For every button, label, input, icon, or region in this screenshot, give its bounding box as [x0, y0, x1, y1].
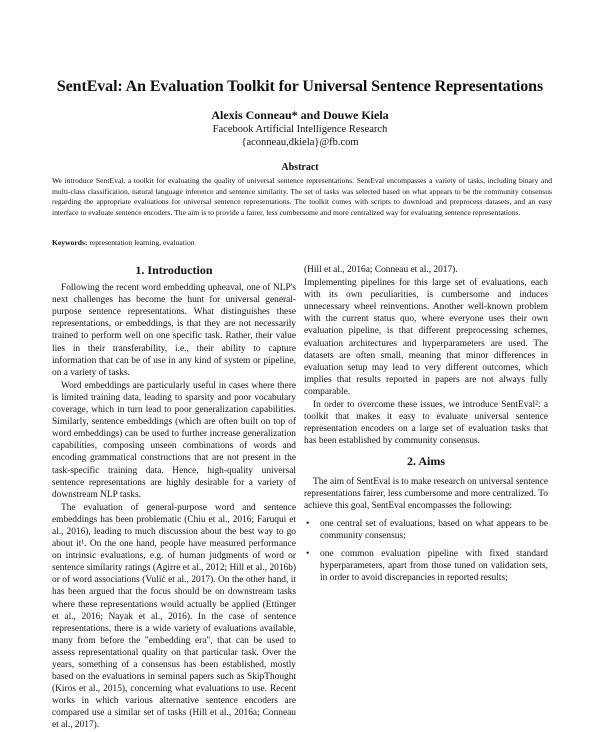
intro-paragraph-2: Word embeddings are particularly useful in cases where there is limited training data, leading to sparsity and poor vocabulary coverage, which in turn lead to poor generalization capabilities. Similarly, sentence embeddings (which are often built on top of word embeddings) can be used to further increase generalization capabilities, composing unseen combinations of words and encoding grammatical constructions that are not present in the task-specific training data. Hence, high-quality universal sentence representations are highly desirable for a variety of downstream NLP tasks. — [52, 380, 296, 500]
aims-bullet-list — [304, 518, 548, 584]
intro-paragraph-3: The evaluation of general-purpose word and sentence embeddings has been problematic (Chiu et al., 2016; Faruqui et al., 2016), leading to much discussion about the best way to go about it¹. On the one hand, people have measured performance on intrinsic evaluations, e.g. of human judgments of word or sentence similarity ratings (Agirre et al., 2012; Hill et al., 2016b) or of word associations (Vulić et al., 2017). On the other hand, it has been argued that the focus should be on downstream tasks where these representations would actually be applied (Ettinger et al., 2016; Nayak et al., 2016). In the case of sentence representations, there is a wide variety of evaluations available, many from before the "embedding era", that can be used to assess representational quality on that particular task. Over the years, something of a consensus has been established, mostly based on the evaluations in seminal papers such as SkipThought (Kiros et al., 2015), concerning what evaluations to use. Recent works in which various alternative sentence encoders are compared use a similar set of tasks (Hill et al., 2016a; Conneau et al., 2017). — [52, 502, 296, 731]
keywords-value: representation learning, evaluation — [89, 238, 195, 247]
intro-paragraph-1: Following the recent word embedding upheaval, one of NLP's next challenges has become the hunt for universal general-purpose sentence representations. What distinguishes these representations, or embeddings, is that they are not necessarily trained to perform well on one specific task. Rather, their value lies in their transferability, i.e., their ability to capture information that can be of use in any kind of system or pipeline, on a variety of tasks. — [52, 283, 296, 378]
paper-email: {aconneau,dkiela}@fb.com — [241, 137, 359, 148]
aims-paragraph-1: The aim of SentEval is to make research on universal sentence representations fairer, less cumbersome and more centralized. To achieve this goal, SentEval encompasses the following: — [304, 476, 548, 511]
keywords-label: Keywords: — [52, 238, 88, 247]
intro-paragraph-4: Implementing pipelines for this large set of evaluations, each with its own peculiarities, is cumbersome and induces unnecessary wheel reinventions. Another well-known problem with the current status quo, where everyone uses their own evaluation pipeline, is that different preprocessing schemes, evaluation architectures and hyperparameters are used. The datasets are often small, meaning that minor differences in evaluation setup may lead to very different outcomes, which implies that results reported in papers are not always fully comparable. — [304, 278, 548, 397]
left-column — [52, 263, 296, 732]
aims-bullet-item — [304, 548, 548, 584]
bullet-icon: • — [306, 548, 310, 559]
bullet-icon: • — [306, 518, 310, 529]
intro-paragraph-3-continued: (Hill et al., 2016a; Conneau et al., 2017). — [304, 265, 458, 275]
aims-bullet-text: one central set of evaluations, based on what appears to be community consensus; — [320, 518, 548, 541]
paper-title: SentEval: An Evaluation Toolkit for Universal Sentence Representations — [56, 78, 544, 95]
keywords-line — [52, 238, 552, 247]
section-heading-aims: 2. Aims — [406, 454, 445, 469]
paper-authors: Alexis Conneau* and Douwe Kiela — [211, 108, 389, 122]
intro-paragraph-5: In order to overcome these issues, we introduce SentEval²: a toolkit that makes it easy to evaluate universal sentence representation encoders on a large set of evaluation tasks that has been established by community consensus. — [304, 400, 548, 447]
abstract-heading: Abstract — [281, 162, 319, 173]
aims-bullet-text: one common evaluation pipeline with fixed standard hyperparameters, apart from those tuned on validation sets, in order to avoid discrepancies in reported results; — [320, 548, 548, 584]
right-column — [304, 264, 548, 590]
abstract-text: We introduce SentEval, a toolkit for evaluating the quality of universal sentence representations. SentEval encompasses a variety of tasks, including binary and multi-class classification, natural language inference and sentence similarity. The set of tasks was selected based on what appears to be the community consensus regarding the appropriate evaluations for universal sentence representations. The toolkit comes with scripts to download and preprocess datasets, and an easy interface to evaluate sentence encoders. The aim is to provide a fairer, less cumbersome and more centralized way for evaluating sentence representations. — [52, 176, 552, 217]
paper-affiliation: Facebook Artificial Intelligence Research — [212, 124, 388, 135]
aims-bullet-item — [304, 518, 548, 542]
section-heading-introduction: 1. Introduction — [135, 263, 213, 277]
